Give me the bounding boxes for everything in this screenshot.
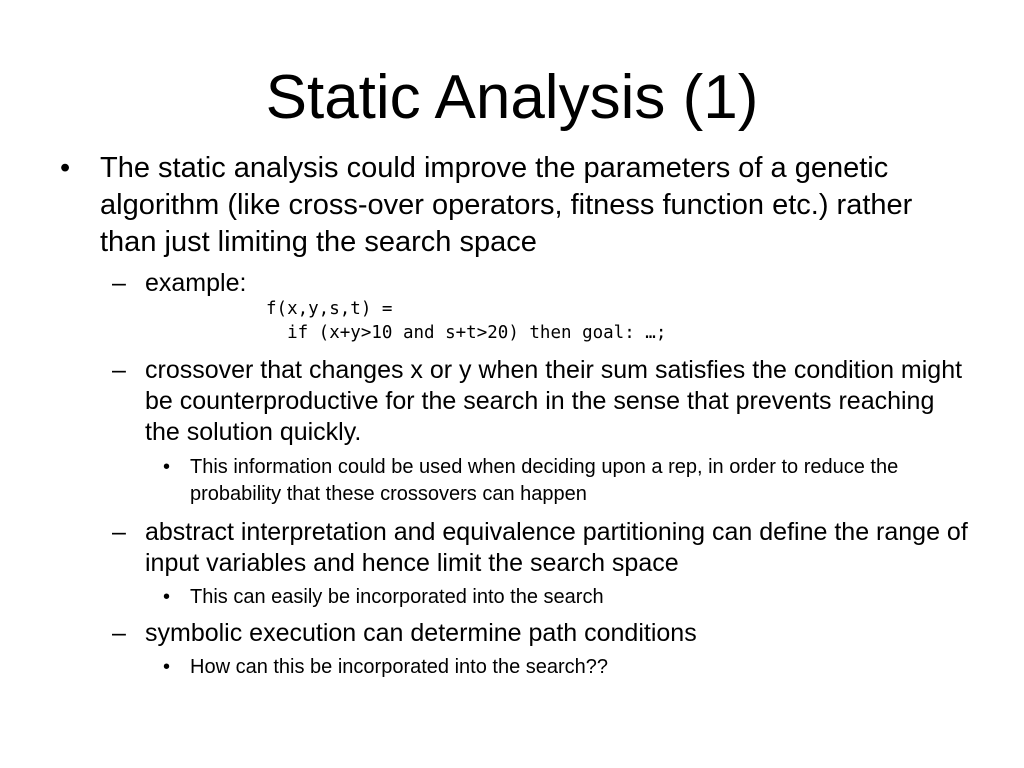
detail-bullet-text: This information could be used when deciding upon a rep, in order to reduce the probability that these crossovers can happen [190,456,899,505]
bullet-marker: • [163,656,171,678]
dash-marker: – [112,619,126,647]
sub-bullet-text: symbolic execution can determine path conditions [145,619,697,647]
detail-bullet-text: How can this be incorporated into the search?? [190,656,609,678]
code-line: if (x+y>10 and s+t>20) then goal: …; [266,323,667,343]
sub-bullet-text: crossover that changes x or y when their sum satisfies the condition might be counterproductive for the search in the sense that prevents reaching the solution quickly. [145,356,963,446]
code-line: f(x,y,s,t) = [266,299,393,319]
dash-marker: – [112,269,126,297]
bullet-marker: • [60,152,71,184]
sub-bullet-text: example: [145,269,247,297]
detail-bullet-text: This can easily be incorporated into the search [190,586,604,608]
dash-marker: – [112,356,126,384]
bullet-marker: • [163,586,171,608]
bullet-marker: • [163,456,171,478]
sub-bullet-text: abstract interpretation and equivalence partitioning can define the range of input variables and hence limit the search space [145,518,968,577]
slide-title: Static Analysis (1) [265,63,759,132]
main-bullet-text: The static analysis could improve the parameters of a genetic algorithm (like cross-over operators, fitness function etc.) rather than just limiting the search space [100,152,913,258]
dash-marker: – [112,518,126,546]
